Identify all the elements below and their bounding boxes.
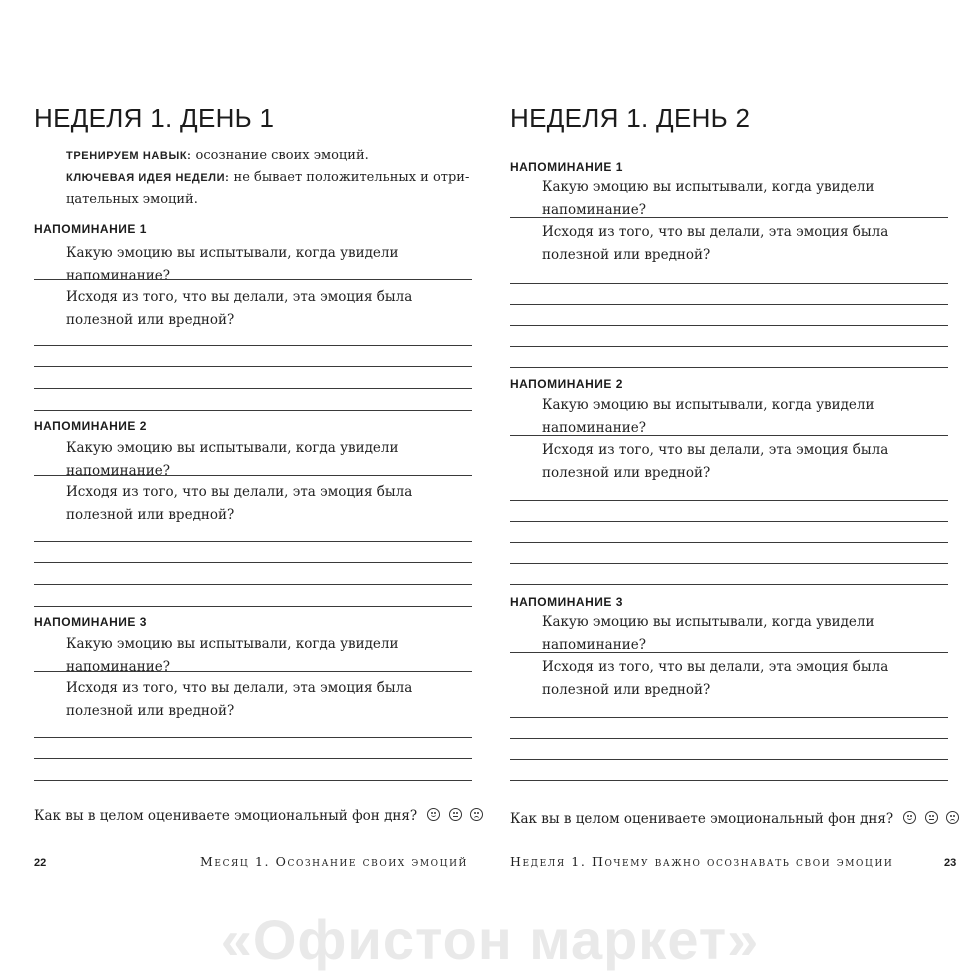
answer-line[interactable]: [510, 542, 948, 543]
day-mood-text: Как вы в целом оцениваете эмоциональный фон дня?: [510, 811, 894, 827]
reminder-heading: НАПОМИНАНИЕ 2: [510, 377, 623, 391]
answer-line[interactable]: [34, 388, 472, 389]
answer-line[interactable]: [34, 562, 472, 563]
sad-face-icon[interactable]: [946, 811, 959, 824]
page-title: НЕДЕЛЯ 1. ДЕНЬ 2: [510, 103, 751, 133]
answer-line[interactable]: [510, 217, 948, 218]
answer-line[interactable]: [510, 584, 948, 585]
mood-faces: [903, 811, 963, 827]
answer-line[interactable]: [510, 780, 948, 781]
day-mood-question: [510, 811, 963, 827]
answer-line[interactable]: [510, 500, 948, 501]
answer-line[interactable]: [510, 738, 948, 739]
answer-line[interactable]: [34, 279, 472, 280]
sad-face-icon[interactable]: [470, 808, 483, 821]
skill-label: ТРЕНИРУЕМ НАВЫК:: [66, 150, 192, 162]
answer-line[interactable]: [510, 435, 948, 436]
emotion-question: Какую эмоцию вы испытывали, когда увидели напоминание?: [542, 397, 875, 436]
answer-line[interactable]: [34, 671, 472, 672]
answer-line[interactable]: [34, 758, 472, 759]
answer-line[interactable]: [34, 541, 472, 542]
answer-line[interactable]: [510, 346, 948, 347]
reminder-heading: НАПОМИНАНИЕ 1: [34, 222, 147, 236]
answer-line[interactable]: [34, 737, 472, 738]
answer-line[interactable]: [510, 325, 948, 326]
reminder-heading: НАПОМИНАНИЕ 3: [34, 615, 147, 629]
answer-line[interactable]: [510, 521, 948, 522]
training-block: [66, 145, 486, 211]
answer-line[interactable]: [34, 366, 472, 367]
usefulness-question: Исходя из того, что вы делали, эта эмоция была полезной или вредной?: [542, 659, 889, 698]
answer-line[interactable]: [34, 345, 472, 346]
usefulness-question: Исходя из того, что вы делали, эта эмоция была полезной или вредной?: [542, 224, 889, 263]
emotion-question: Какую эмоцию вы испытывали, когда увидели напоминание?: [66, 636, 399, 675]
smiling-face-icon[interactable]: [903, 811, 916, 824]
reminder-2: [34, 419, 474, 523]
mood-faces: [427, 808, 487, 824]
page-number: 22: [34, 857, 47, 869]
answer-line[interactable]: [510, 759, 948, 760]
day-mood-text: Как вы в целом оцениваете эмоциональный фон дня?: [34, 808, 418, 824]
idea-text: не бывает положительных и отрицательных эмоций.: [66, 170, 470, 207]
reminder-heading: НАПОМИНАНИЕ 1: [510, 160, 623, 174]
usefulness-question: Исходя из того, что вы делали, эта эмоция была полезной или вредной?: [66, 484, 413, 523]
left-page: [0, 0, 490, 900]
skill-text: осознание своих эмоций.: [191, 148, 369, 163]
usefulness-question: Исходя из того, что вы делали, эта эмоция была полезной или вредной?: [66, 289, 413, 328]
usefulness-question: Исходя из того, что вы делали, эта эмоция была полезной или вредной?: [542, 442, 889, 481]
answer-line[interactable]: [510, 304, 948, 305]
neutral-face-icon[interactable]: [925, 811, 938, 824]
reminder-1: [34, 222, 474, 328]
reminder-1: [510, 160, 950, 263]
answer-line[interactable]: [510, 283, 948, 284]
reminder-3: [510, 595, 950, 698]
neutral-face-icon[interactable]: [449, 808, 462, 821]
emotion-question: Какую эмоцию вы испытывали, когда увидели напоминание?: [542, 179, 875, 218]
answer-line[interactable]: [34, 606, 472, 607]
answer-line[interactable]: [510, 652, 948, 653]
answer-line[interactable]: [34, 780, 472, 781]
page-number: 23: [944, 857, 957, 869]
answer-line[interactable]: [510, 717, 948, 718]
page-title: НЕДЕЛЯ 1. ДЕНЬ 1: [34, 103, 275, 133]
reminder-2: [510, 377, 950, 481]
usefulness-question: Исходя из того, что вы делали, эта эмоция была полезной или вредной?: [66, 680, 413, 719]
emotion-question: Какую эмоцию вы испытывали, когда увидели напоминание?: [542, 614, 875, 653]
watermark: «Офистон маркет»: [220, 908, 760, 971]
right-page: [490, 0, 980, 900]
emotion-question: Какую эмоцию вы испытывали, когда увидели напоминание?: [66, 440, 399, 479]
emotion-question: Какую эмоцию вы испытывали, когда увидели напоминание?: [66, 245, 399, 284]
answer-line[interactable]: [510, 563, 948, 564]
smiling-face-icon[interactable]: [427, 808, 440, 821]
running-head: Неделя 1. Почему важно осознавать свои эмоции: [510, 854, 894, 869]
reminder-3: [34, 615, 474, 719]
idea-label: КЛЮЧЕВАЯ ИДЕЯ НЕДЕЛИ:: [66, 172, 230, 184]
day-mood-question: [34, 808, 487, 824]
answer-line[interactable]: [34, 410, 472, 411]
reminder-heading: НАПОМИНАНИЕ 2: [34, 419, 147, 433]
reminder-heading: НАПОМИНАНИЕ 3: [510, 595, 623, 609]
answer-line[interactable]: [34, 584, 472, 585]
answer-line[interactable]: [34, 475, 472, 476]
answer-line[interactable]: [510, 367, 948, 368]
running-head: Месяц 1. Осознание своих эмоций: [200, 854, 469, 869]
